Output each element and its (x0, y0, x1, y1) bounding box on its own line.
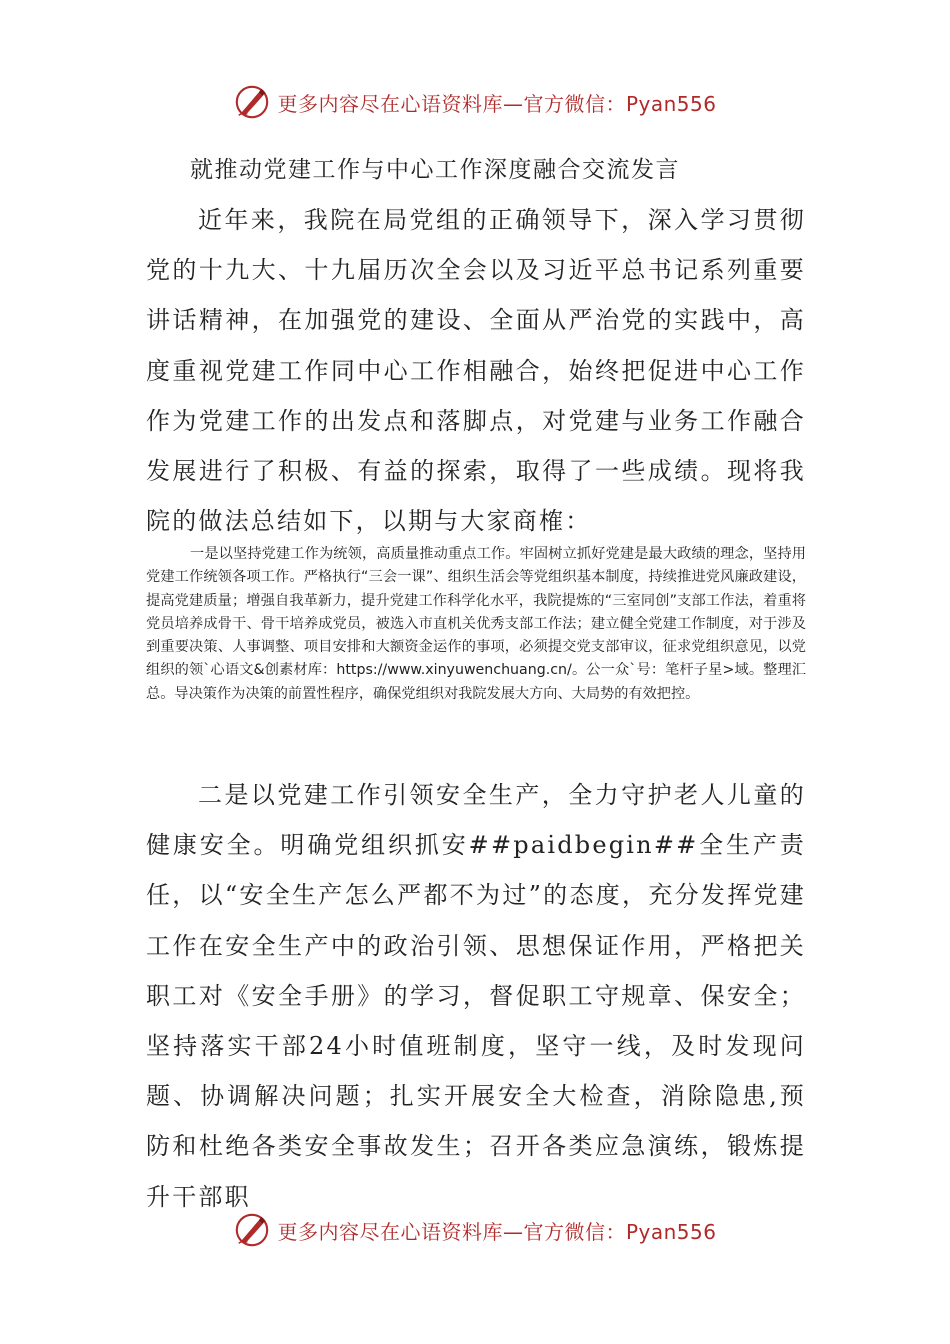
footer-watermark-text: 更多内容尽在心语资料库—官方微信：Pyan556 (277, 1219, 717, 1244)
document-title: 就推动党建工作与中心工作深度融合交流发言 (190, 157, 680, 183)
pen-logo-icon (233, 83, 271, 121)
intro-paragraph: 近年来，我院在局党组的正确领导下，深入学习贯彻党的十九大、十九届历次全会以及习近平总书记系列重要讲话精神，在加强党的建设、全面从严治党的实践中，高度重视党建工作同中心工作相融合，始终把促进中心工作作为党建工作的出发点和落脚点，对党建与业务工作融合发展进行了积极、有益的探索，取得了一些成绩。现将我院的做法总结如下，以期与大家商榷： (146, 206, 806, 536)
pen-logo-icon (233, 1211, 271, 1249)
header-watermark-banner (0, 80, 950, 124)
footer-watermark-banner (0, 1208, 950, 1252)
section-one-paragraph: 一是以坚持党建工作为统领，高质量推动重点工作。牢固树立抓好党建是最大政绩的理念，坚持用党建工作统领各项工作。严格执行“三会一课”、组织生活会等党组织基本制度，持续推进党风廉政建设，提高党建质量；增强自我革新力，提升党建工作科学化水平，我院提炼的“三室同创”支部工作法，着重将党员培养成骨干、骨干培养成党员，被选入市直机关优秀支部工作法；建立健全党建工作制度，对于涉及到重要决策、人事调整、项目安排和大额资金运作的事项，必须提交党支部审议，征求党组织意见，以党组织的领`心语文&创素材库：https://www.xinyuwenchuang.cn/。公一众`号：笔杆子星>域。整理汇总。导决策作为决策的前置性程序，确保党组织对我院发展大方向、大局势的有效把控。 (146, 546, 806, 702)
section-two-paragraph: 二是以党建工作引领安全生产，全力守护老人儿童的健康安全。明确党组织抓安##paidbegin##全生产责任，以“安全生产怎么严都不为过”的态度，充分发挥党建工作在安全生产中的政治引领、思想保证作用，严格把关职工对《安全手册》的学习，督促职工守规章、保安全；坚持落实干部24小时值班制度，坚守一线，及时发现问题、协调解决问题；扎实开展安全大检查，消除隐患,预防和杜绝各类安全事故发生；召开各类应急演练，锻炼提升干部职 (146, 781, 806, 1211)
header-watermark-text: 更多内容尽在心语资料库—官方微信：Pyan556 (277, 91, 717, 116)
